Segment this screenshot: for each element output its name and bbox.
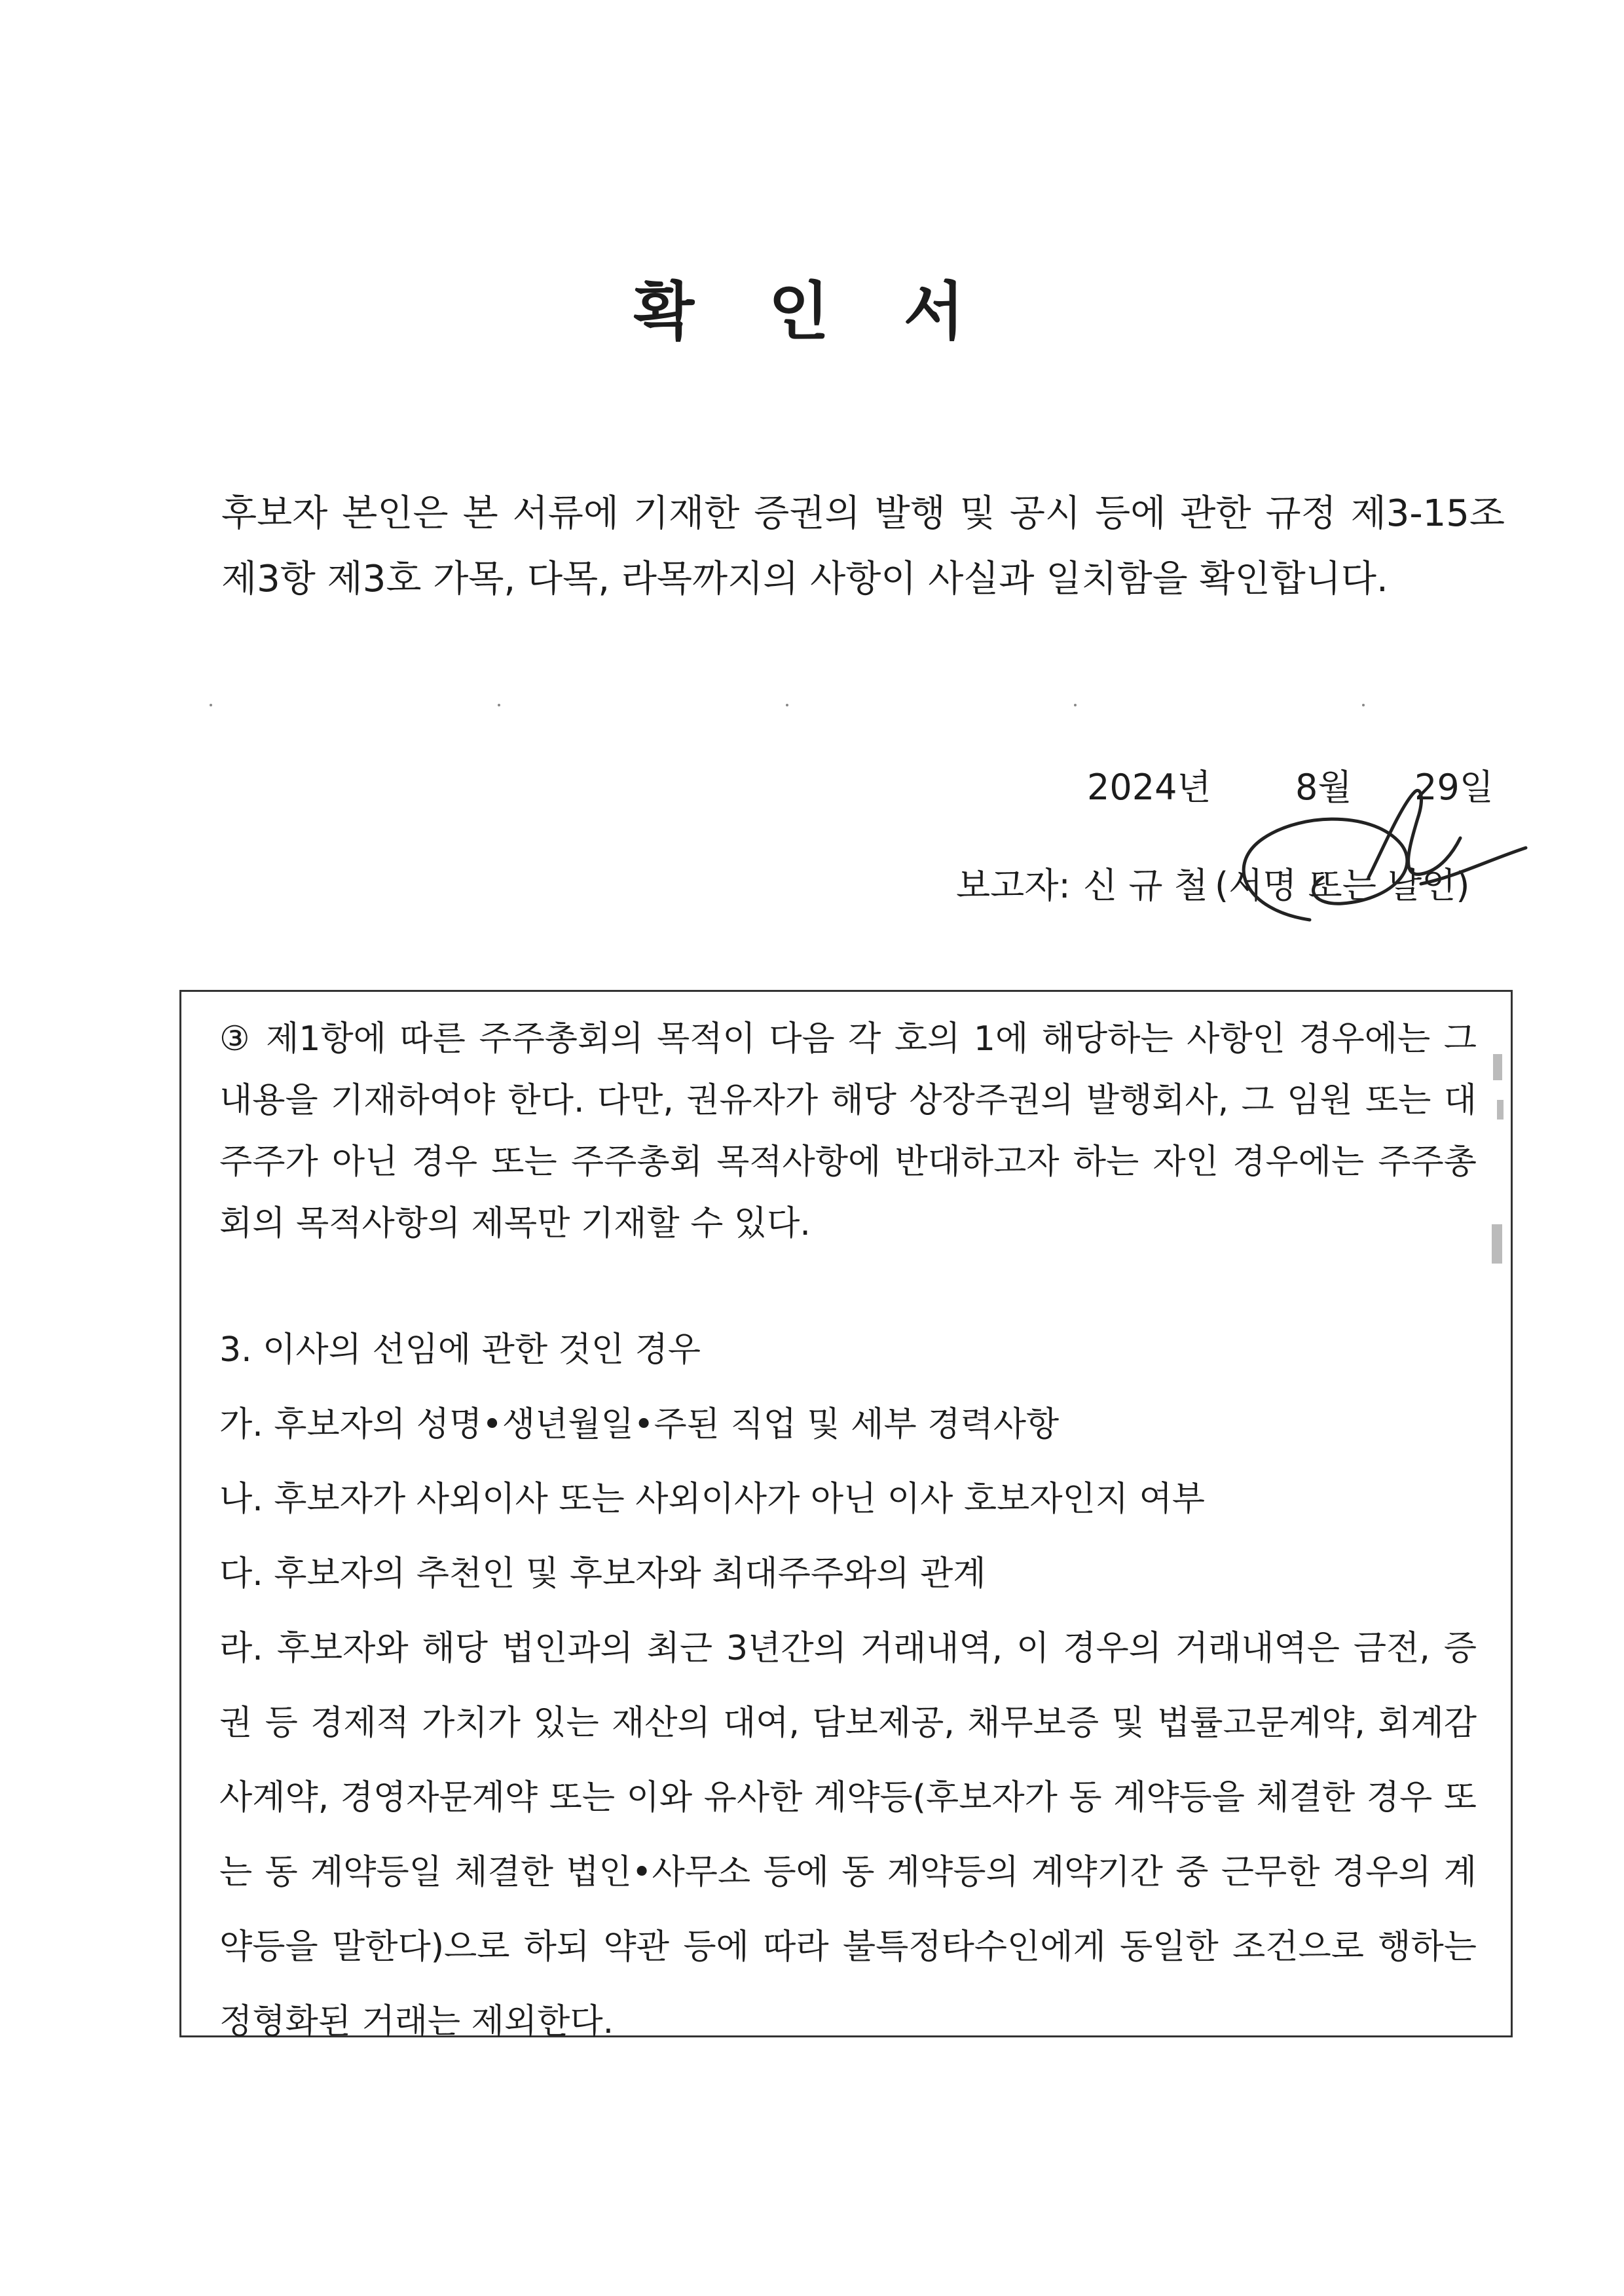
document-date [1087, 759, 1506, 812]
sign-note: (서명 또는 날인) [1215, 865, 1470, 906]
reporter-name: 신 규 철 [1083, 865, 1208, 906]
regulation-item: 라. 후보자와 해당 법인과의 최근 3년간의 거래내역, 이 경우의 거래내역은 금전, 증권 등 경제적 가치가 있는 재산의 대여, 담보제공, 채무보증 및 법률고문계약, 회계감사계약, 경영자문계약 또는 이와 유사한 계약등(후보자가 동 계약등을 체결한 경우 또는 동 계약등일 체결한 법인•사무소 등에 동 계약등의 계약기간 중 근무한 경우의 계약등을 말한다)으로 하되 약관 등에 따라 불특정타수인에게 동일한 조건으로 행하는 정형화된 거래는 제외한다. [219, 1629, 1477, 2041]
confirmation-statement: 후보자 본인은 본 서류에 기재한 증권의 발행 및 공시 등에 관한 규정 제3-15조 제3항 제3호 가목, 다목, 라목까지의 사항이 사실과 일치함을 확인합니다. [221, 492, 1505, 600]
regulation-item: 나. 후보자가 사외이사 또는 사외이사가 아닌 이사 호보자인지 여부 [219, 1480, 1206, 1519]
regulation-excerpt-box [179, 990, 1513, 2041]
regulation-item: 가. 후보자의 성명•생년월일•주된 직업 및 세부 경력사항 [219, 1405, 1060, 1444]
date-month: 8월 [1295, 767, 1352, 808]
document-title: 확 인 서 [633, 275, 991, 348]
scan-dots [210, 704, 1388, 710]
regulation-item: 다. 후보자의 추천인 및 후보자와 최대주주와의 관계 [219, 1554, 986, 1594]
regulation-item: 3. 이사의 선임에 관한 것인 경우 [219, 1330, 701, 1370]
date-day: 29일 [1414, 767, 1494, 808]
regulation-paragraph: ③ 제1항에 따른 주주총회의 목적이 다음 각 호의 1에 해당하는 사항인 경우에는 그 내용을 기재하여야 한다. 다만, 권유자가 해당 상장주권의 발행회사, 그 임원 또는 대주주가 아닌 경우 또는 주주총회 목적사항에 반대하고자 하는 자인 경우에는 주주총회의 목적사항의 제목만 기재할 수 있다. [219, 1019, 1477, 1243]
reporter-label: 보고자: [956, 865, 1071, 906]
regulation-items [219, 1313, 1477, 2059]
reporter-line [956, 858, 1545, 917]
date-year: 2024년 [1087, 767, 1211, 808]
scan-margin-marks [1473, 1028, 1513, 1290]
